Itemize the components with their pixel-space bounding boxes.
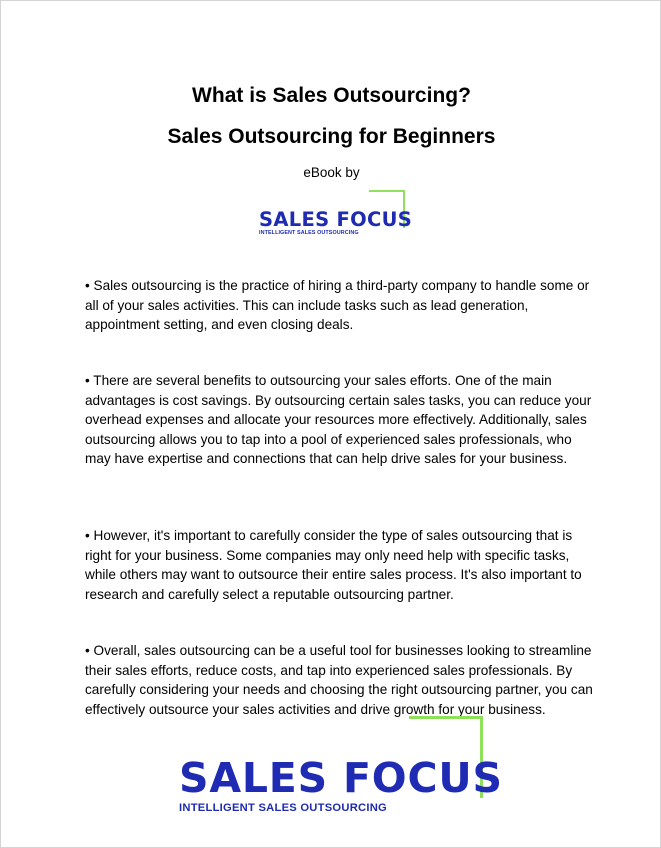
paragraph-4: • Overall, sales outsourcing can be a useful tool for businesses looking to streamline their sales efforts, reduce costs, and tap into experienced sales professionals. By carefully considering your needs and choosing the right outsourcing partner, you can effectively outsource your sales activities and drive growth for your business. <box>85 643 593 717</box>
paragraph-3: • However, it's important to carefully consider the type of sales outsourcing that is right for your business. Some companies may only need help with specific tasks, while others may want to outsource their entire sales process. It's also important to research and carefully select a reputable outsourcing partner. <box>85 528 582 602</box>
logo-tagline: INTELLIGENT SALES OUTSOURCING <box>259 230 359 236</box>
paragraph-2: • There are several benefits to outsourcing your sales efforts. One of the main advantages is cost savings. By outsourcing certain sales tasks, you can reduce your overhead expenses and allocate your resources more effectively. Additionally, sales outsourcing allows you to tap into a pool of experienced sales professionals, who may have expertise and connections that can help drive sales for your business. <box>85 373 592 466</box>
page-title: What is Sales Outsourcing? <box>192 84 471 107</box>
logo-tagline: INTELLIGENT SALES OUTSOURCING <box>179 802 388 814</box>
sales-focus-logo-large <box>179 716 503 821</box>
ebook-by-label: eBook by <box>303 165 360 180</box>
sales-focus-logo-small <box>259 190 413 240</box>
logo-name: SALES FOCUS <box>179 754 503 802</box>
paragraph-1: • Sales outsourcing is the practice of hiring a third-party company to handle some or all of your sales activities. This can include tasks such as lead generation, appointment setting, and even closing deals. <box>85 278 590 332</box>
page-subtitle: Sales Outsourcing for Beginners <box>167 125 496 148</box>
logo-name: SALES FOCUS <box>259 208 413 231</box>
